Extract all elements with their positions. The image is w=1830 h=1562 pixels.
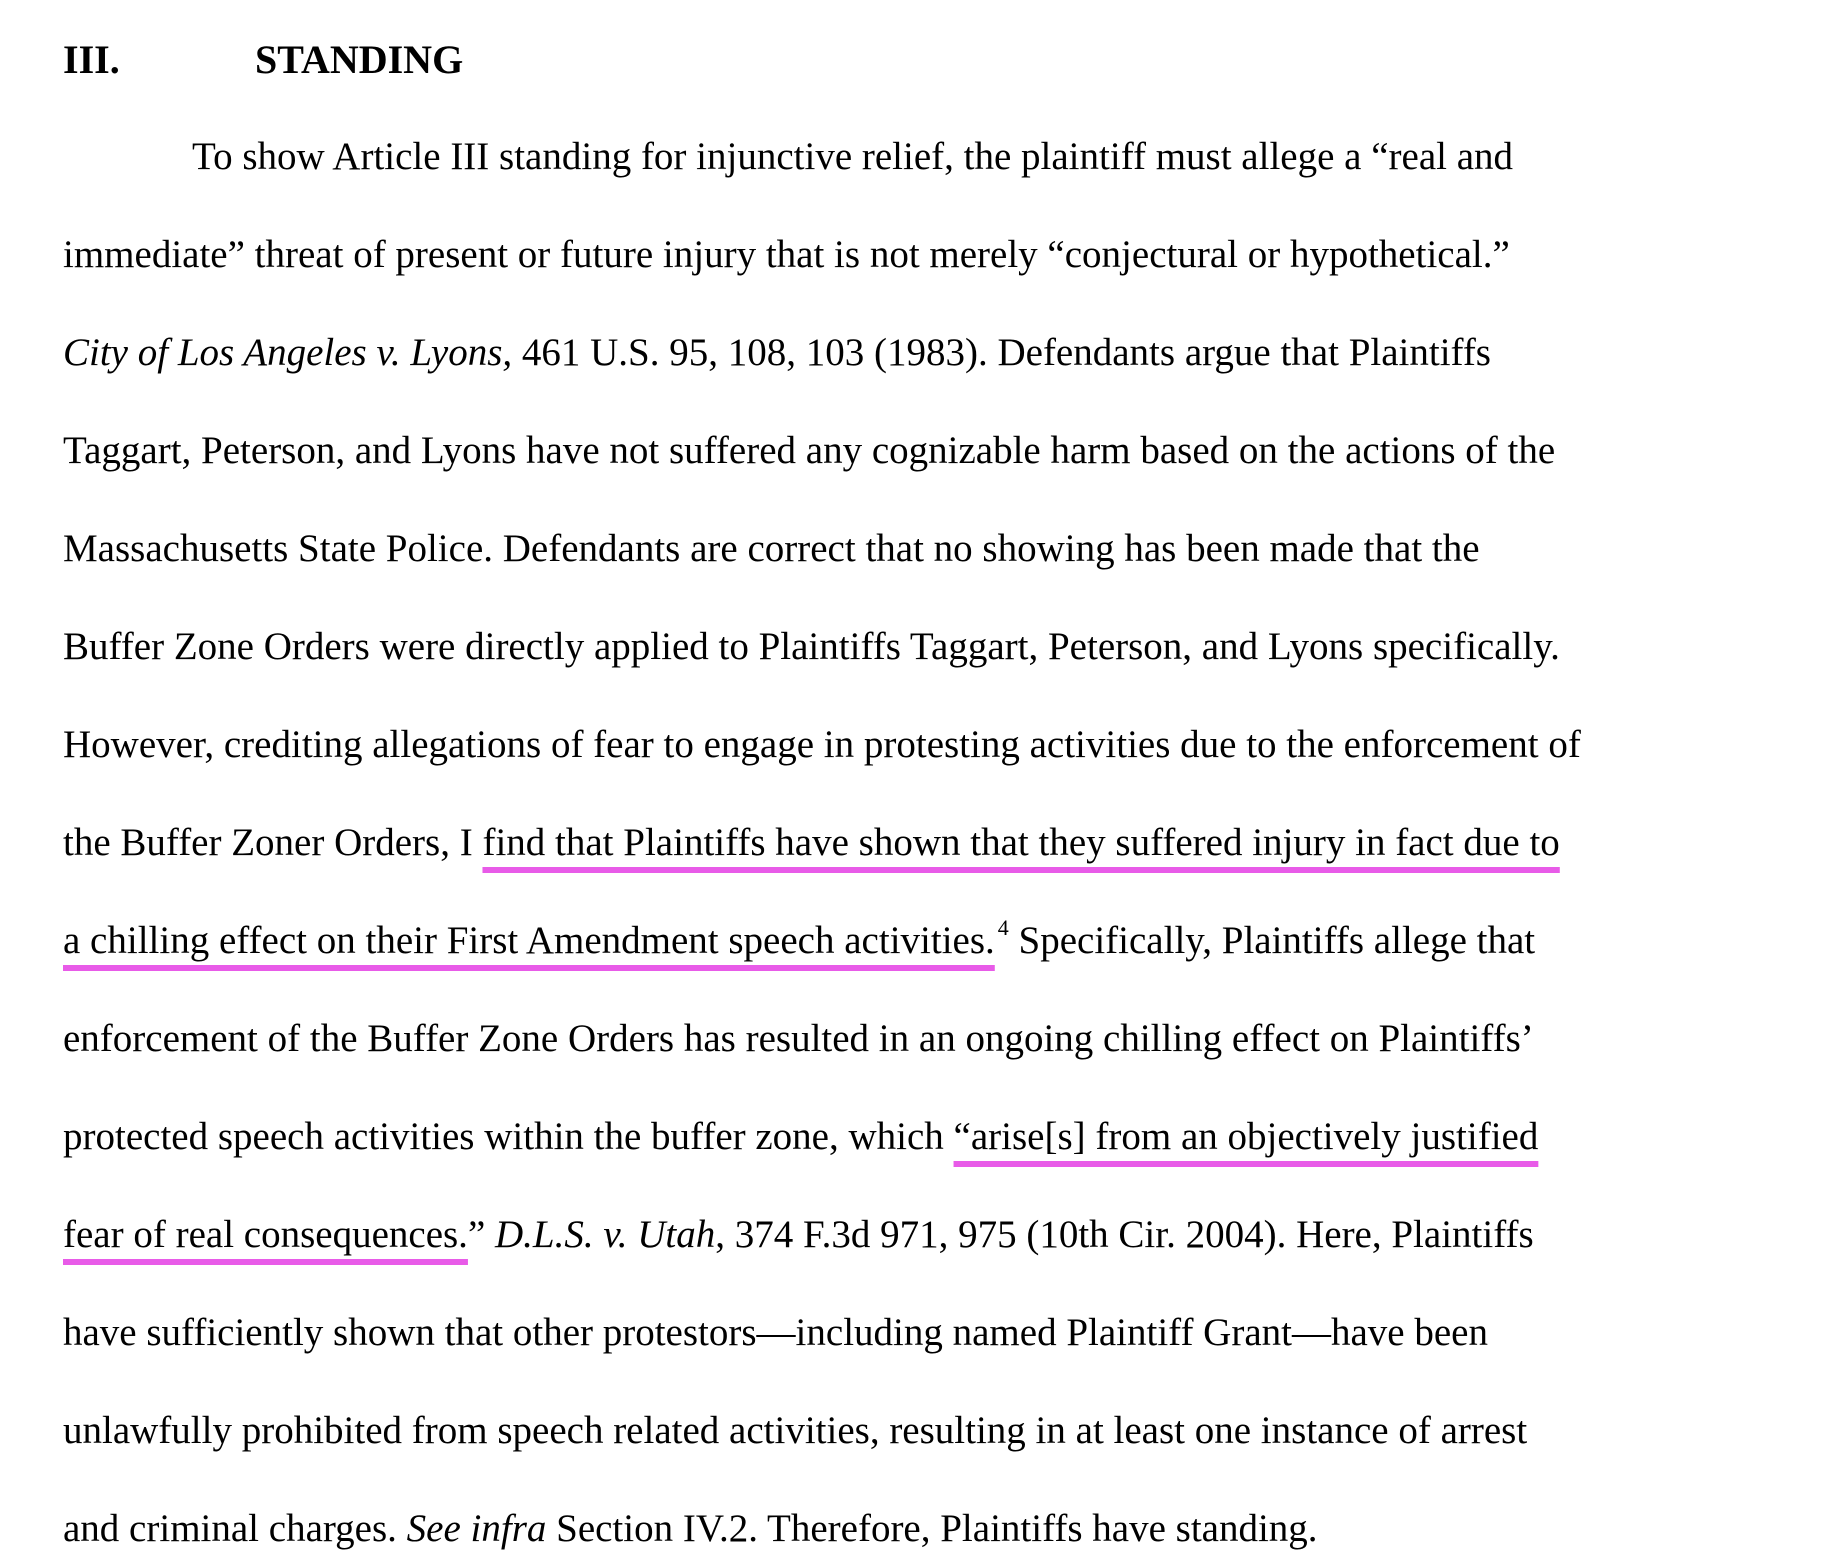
text-line-3-rest: 461 U.S. 95, 108, 103 (1983). Defendants argue that Plaintiffs — [512, 331, 1491, 374]
text-line-9-rest: Specifically, Plaintiffs allege that — [1008, 919, 1536, 962]
case-citation-lyons: City of Los Angeles v. Lyons, — [63, 331, 513, 374]
text-line-12-rest: , 374 F.3d 971, 975 (10th Cir. 2004). Here, Plaintiffs — [715, 1213, 1534, 1256]
text-line-4: Taggart, Peterson, and Lyons have not suffered any cognizable harm based on the actions of the — [63, 429, 1556, 472]
text-line-7: However, crediting allegations of fear to engage in protesting activities due to the enforcement of — [63, 723, 1581, 766]
footnote-marker[interactable]: 4 — [997, 915, 1009, 940]
text-line-13: have sufficiently shown that other protestors—including named Plaintiff Grant—have been — [63, 1311, 1488, 1354]
section-title: STANDING — [255, 37, 464, 82]
text-line-5: Massachusetts State Police. Defendants are correct that no showing has been made that the — [63, 527, 1480, 570]
text-line-12 — [63, 1210, 1534, 1260]
text-line-3 — [63, 328, 1491, 378]
highlighted-text-finding-2: a chilling effect on their First Amendment speech activities. — [63, 919, 995, 962]
text-line-10: enforcement of the Buffer Zone Orders has resulted in an ongoing chilling effect on Plaintiffs’ — [63, 1017, 1534, 1060]
text-line-14: unlawfully prohibited from speech related activities, resulting in at least one instance of arrest — [63, 1409, 1528, 1452]
text-line-15-lead: and criminal charges. — [63, 1507, 407, 1550]
section-heading — [63, 30, 463, 90]
text-line-6: Buffer Zone Orders were directly applied to Plaintiffs Taggart, Peterson, and Lyons specifically. — [63, 625, 1560, 668]
text-line-15 — [63, 1504, 1318, 1554]
closing-quote: ” — [467, 1213, 495, 1256]
section-number: III. — [63, 37, 120, 82]
text-line-2: immediate” threat of present or future injury that is not merely “conjectural or hypothetical.” — [63, 233, 1510, 276]
text-line-8-lead: the Buffer Zoner Orders, I — [63, 821, 483, 864]
text-line-8 — [63, 818, 1560, 868]
text-line-11-lead: protected speech activities within the buffer zone, which — [63, 1115, 954, 1158]
highlighted-text-quote-2: fear of real consequences. — [63, 1213, 468, 1256]
case-citation-dls: D.L.S. v. Utah — [495, 1213, 716, 1256]
text-line-15-rest: Section IV.2. Therefore, Plaintiffs have standing. — [546, 1507, 1318, 1550]
text-line-9 — [63, 916, 1535, 966]
text-line-1: To show Article III standing for injunctive relief, the plaintiff must allege a “real and — [192, 135, 1514, 178]
highlighted-text-quote-1: “arise[s] from an objectively justified — [953, 1115, 1539, 1158]
see-infra-signal: See infra — [406, 1507, 547, 1550]
text-line-11 — [63, 1112, 1538, 1162]
highlighted-text-finding-1: find that Plaintiffs have shown that they suffered injury in fact due to — [482, 821, 1560, 864]
